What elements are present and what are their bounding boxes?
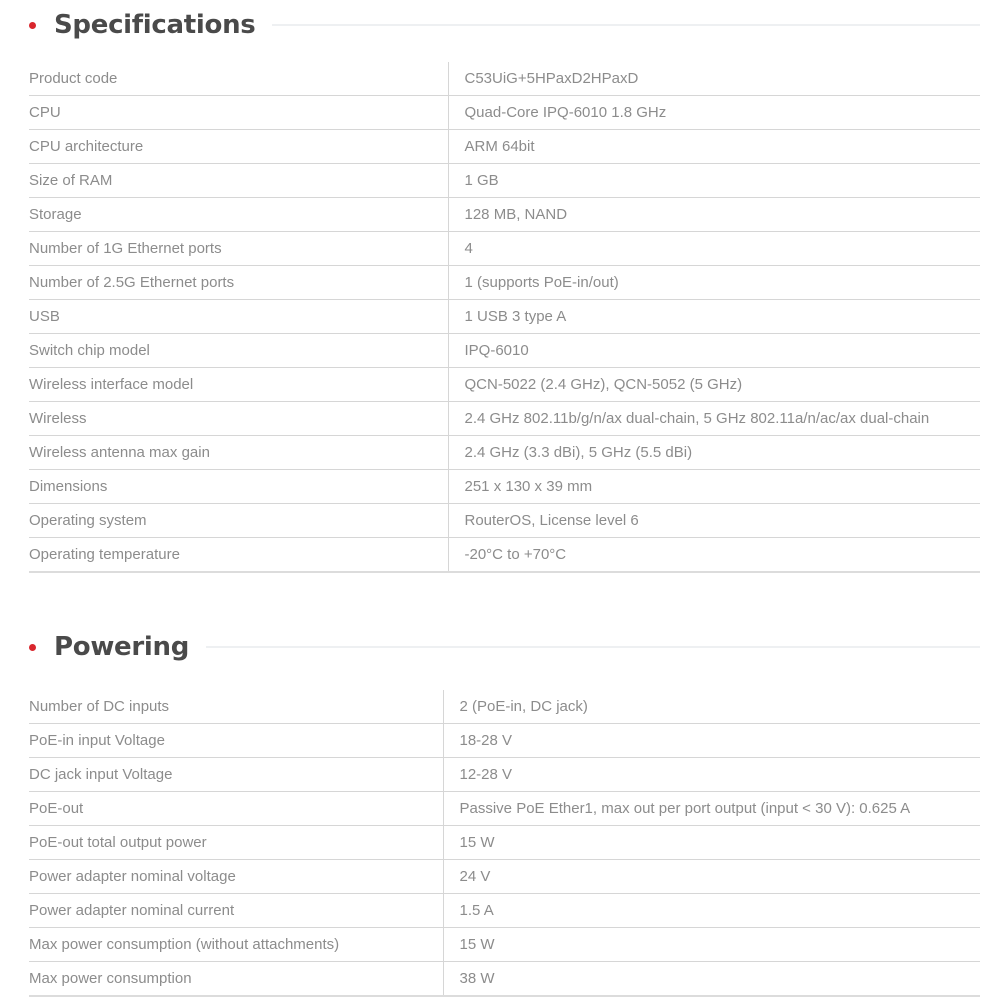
spec-label: CPU bbox=[29, 96, 448, 130]
table-row bbox=[29, 690, 980, 724]
spec-value: 2 (PoE-in, DC jack) bbox=[443, 690, 980, 724]
spec-label: Operating temperature bbox=[29, 538, 448, 573]
table-row bbox=[29, 928, 980, 962]
table-row bbox=[29, 826, 980, 860]
table-row bbox=[29, 130, 980, 164]
spec-label: Max power consumption (without attachments) bbox=[29, 928, 443, 962]
specifications-heading bbox=[29, 0, 980, 50]
specifications-table bbox=[29, 62, 980, 573]
spec-label: PoE-out total output power bbox=[29, 826, 443, 860]
spec-label: PoE-in input Voltage bbox=[29, 724, 443, 758]
spec-label: Wireless antenna max gain bbox=[29, 436, 448, 470]
spec-label: PoE-out bbox=[29, 792, 443, 826]
table-row bbox=[29, 504, 980, 538]
spec-label: Wireless interface model bbox=[29, 368, 448, 402]
spec-value: 1 (supports PoE-in/out) bbox=[448, 266, 980, 300]
specifications-section bbox=[29, 0, 980, 573]
table-row bbox=[29, 538, 980, 573]
spec-value: 38 W bbox=[443, 962, 980, 997]
spec-label: DC jack input Voltage bbox=[29, 758, 443, 792]
spec-value: IPQ-6010 bbox=[448, 334, 980, 368]
section-title: Powering bbox=[54, 632, 190, 662]
bullet-dot-icon bbox=[29, 22, 36, 29]
spec-label: Power adapter nominal voltage bbox=[29, 860, 443, 894]
spec-label: Wireless bbox=[29, 402, 448, 436]
spec-value: 251 x 130 x 39 mm bbox=[448, 470, 980, 504]
spec-value: 4 bbox=[448, 232, 980, 266]
spec-value: -20°C to +70°C bbox=[448, 538, 980, 573]
spec-label: Product code bbox=[29, 62, 448, 96]
spec-value: 18-28 V bbox=[443, 724, 980, 758]
table-row bbox=[29, 792, 980, 826]
table-row bbox=[29, 232, 980, 266]
powering-section bbox=[29, 622, 980, 997]
spec-label: Number of 1G Ethernet ports bbox=[29, 232, 448, 266]
table-row bbox=[29, 894, 980, 928]
spec-label: Dimensions bbox=[29, 470, 448, 504]
table-row bbox=[29, 470, 980, 504]
spec-value: 24 V bbox=[443, 860, 980, 894]
table-row bbox=[29, 368, 980, 402]
spec-value: 1 GB bbox=[448, 164, 980, 198]
table-row bbox=[29, 198, 980, 232]
heading-divider bbox=[206, 646, 980, 648]
spec-label: Number of 2.5G Ethernet ports bbox=[29, 266, 448, 300]
spec-label: Storage bbox=[29, 198, 448, 232]
spec-value: ARM 64bit bbox=[448, 130, 980, 164]
table-row bbox=[29, 860, 980, 894]
spec-label: CPU architecture bbox=[29, 130, 448, 164]
table-row bbox=[29, 436, 980, 470]
heading-divider bbox=[272, 24, 980, 26]
table-row bbox=[29, 724, 980, 758]
spec-value: 128 MB, NAND bbox=[448, 198, 980, 232]
table-row bbox=[29, 300, 980, 334]
spec-label: USB bbox=[29, 300, 448, 334]
table-row bbox=[29, 62, 980, 96]
powering-table bbox=[29, 690, 980, 997]
table-row bbox=[29, 334, 980, 368]
section-title: Specifications bbox=[54, 10, 256, 40]
table-row bbox=[29, 962, 980, 997]
spec-value: 2.4 GHz (3.3 dBi), 5 GHz (5.5 dBi) bbox=[448, 436, 980, 470]
spec-label: Number of DC inputs bbox=[29, 690, 443, 724]
table-row bbox=[29, 758, 980, 792]
table-row bbox=[29, 402, 980, 436]
table-row bbox=[29, 266, 980, 300]
spec-label: Operating system bbox=[29, 504, 448, 538]
powering-heading bbox=[29, 622, 980, 672]
spec-value: C53UiG+5HPaxD2HPaxD bbox=[448, 62, 980, 96]
spec-label: Size of RAM bbox=[29, 164, 448, 198]
table-row bbox=[29, 96, 980, 130]
bullet-dot-icon bbox=[29, 644, 36, 651]
table-row bbox=[29, 164, 980, 198]
spec-value: 1.5 A bbox=[443, 894, 980, 928]
spec-label: Power adapter nominal current bbox=[29, 894, 443, 928]
spec-value: 15 W bbox=[443, 928, 980, 962]
spec-value: 1 USB 3 type A bbox=[448, 300, 980, 334]
spec-value: 12-28 V bbox=[443, 758, 980, 792]
spec-value: Quad-Core IPQ-6010 1.8 GHz bbox=[448, 96, 980, 130]
spec-label: Max power consumption bbox=[29, 962, 443, 997]
spec-value: 2.4 GHz 802.11b/g/n/ax dual-chain, 5 GHz 802.11a/n/ac/ax dual-chain bbox=[448, 402, 980, 436]
spec-label: Switch chip model bbox=[29, 334, 448, 368]
spec-value: Passive PoE Ether1, max out per port output (input < 30 V): 0.625 A bbox=[443, 792, 980, 826]
spec-value: QCN-5022 (2.4 GHz), QCN-5052 (5 GHz) bbox=[448, 368, 980, 402]
spec-value: RouterOS, License level 6 bbox=[448, 504, 980, 538]
spec-value: 15 W bbox=[443, 826, 980, 860]
